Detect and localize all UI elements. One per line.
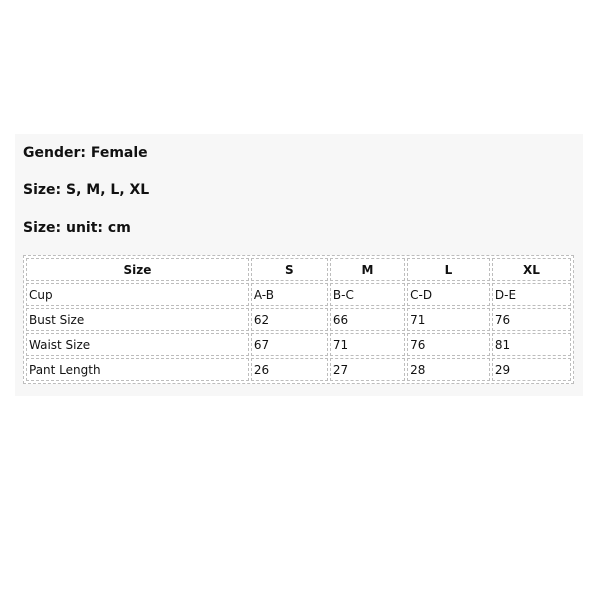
- table-cell: 71: [330, 333, 405, 356]
- table-cell: 71: [407, 308, 490, 331]
- size-info-panel: [15, 134, 583, 396]
- table-cell: 66: [330, 308, 405, 331]
- header-size: Size: [26, 258, 249, 281]
- table-cell: B-C: [330, 283, 405, 306]
- table-row: [26, 308, 571, 331]
- row-label-cell: Waist Size: [26, 333, 249, 356]
- header-s: S: [251, 258, 328, 281]
- table-cell: 26: [251, 358, 328, 381]
- table-cell: 67: [251, 333, 328, 356]
- gender-line: Gender: Female: [23, 145, 148, 161]
- row-label-cell: Bust Size: [26, 308, 249, 331]
- table-row: [26, 358, 571, 381]
- table-cell: C-D: [407, 283, 490, 306]
- table-row: [26, 283, 571, 306]
- table-row: [26, 333, 571, 356]
- table-cell: 81: [492, 333, 571, 356]
- table-cell: 76: [492, 308, 571, 331]
- size-chart-table: [23, 255, 574, 384]
- table-cell: 76: [407, 333, 490, 356]
- table-cell: 62: [251, 308, 328, 331]
- row-label-cell: Cup: [26, 283, 249, 306]
- header-l: L: [407, 258, 490, 281]
- table-cell: A-B: [251, 283, 328, 306]
- table-cell: 29: [492, 358, 571, 381]
- table-cell: 27: [330, 358, 405, 381]
- row-label-cell: Pant Length: [26, 358, 249, 381]
- table-cell: 28: [407, 358, 490, 381]
- header-xl: XL: [492, 258, 571, 281]
- header-m: M: [330, 258, 405, 281]
- table-cell: D-E: [492, 283, 571, 306]
- unit-line: Size: unit: cm: [23, 220, 131, 236]
- table-header-row: [26, 258, 571, 281]
- available-sizes-line: Size: S, M, L, XL: [23, 182, 150, 198]
